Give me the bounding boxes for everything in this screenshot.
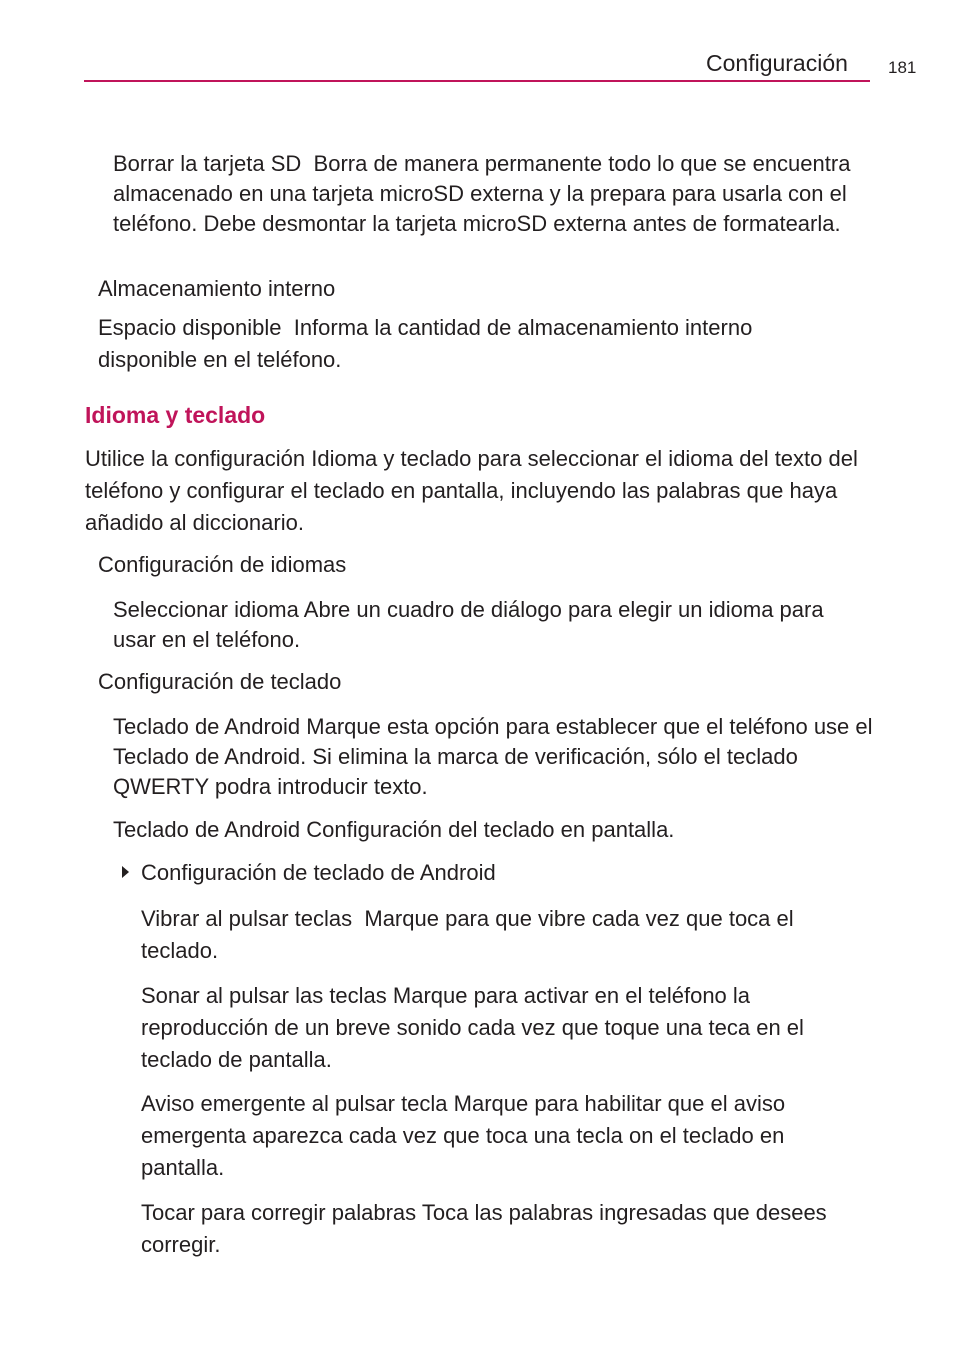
vibrate-keys-paragraph <box>141 903 861 967</box>
tap-to-correct-description: Toca las palabras ingresadas que desees corregir. <box>141 1200 827 1257</box>
key-sound-paragraph <box>141 980 861 1076</box>
select-language-paragraph <box>113 595 853 655</box>
language-section-intro: Utilice la configuración Idioma y teclado para seleccionar el idioma del texto del teléfono y configurar el teclado en pantalla, incluyendo las palabras que haya añadido al diccionario. <box>85 446 858 535</box>
keyboard-settings-heading: Configuración de teclado <box>98 669 342 694</box>
select-language-description: Abre un cuadro de diálogo para elegir un idioma para usar en el teléfono. <box>113 597 824 652</box>
android-keyboard-config-term: Teclado de Android <box>113 817 301 842</box>
tap-to-correct-term: Tocar para corregir palabras <box>141 1200 417 1225</box>
available-space-paragraph <box>98 312 828 376</box>
android-keyboard-term: Teclado de Android <box>113 714 301 739</box>
sd-erase-term: Borrar la tarjeta SD <box>113 151 302 176</box>
key-popup-term: Aviso emergente al pulsar tecla <box>141 1091 448 1116</box>
android-keyboard-config-description: Configuración del teclado en pantalla. <box>306 817 675 842</box>
vibrate-keys-description: Marque para que vibre cada vez que toca el teclado. <box>141 906 794 963</box>
android-keyboard-settings-heading: Configuración de teclado de Android <box>141 860 496 885</box>
available-space-description: Informa la cantidad de almacenamiento interno disponible en el teléfono. <box>98 315 753 372</box>
header-divider <box>84 80 870 82</box>
vibrate-keys-term: Vibrar al pulsar teclas <box>141 906 353 931</box>
sd-erase-description: Borra de manera permanente todo lo que se encuentra almacenado en una tarjeta microSD externa y la prepara para usarla con el teléfono. Debe desmontar la tarjeta microSD externa antes de formatearla. <box>113 151 851 236</box>
triangle-right-icon <box>122 866 129 878</box>
key-popup-description: Marque para habilitar que el aviso emergenta aparezca cada vez que toca una tecla on el teclado en pantalla. <box>141 1091 786 1180</box>
sd-erase-paragraph <box>113 149 873 239</box>
header-title: Configuración <box>706 50 848 76</box>
language-section-heading: Idioma y teclado <box>85 402 266 428</box>
android-keyboard-description: Marque esta opción para establecer que el teléfono use el Teclado de Android. Si elimina la marca de verificación, sólo el teclado QWERTY podra introducir texto. <box>113 714 873 799</box>
language-settings-heading: Configuración de idiomas <box>98 552 347 577</box>
available-space-term: Espacio disponible <box>98 315 282 340</box>
tap-to-correct-paragraph <box>141 1197 861 1261</box>
android-keyboard-config-paragraph <box>113 815 878 845</box>
select-language-term: Seleccionar idioma <box>113 597 299 622</box>
internal-storage-heading: Almacenamiento interno <box>98 276 336 301</box>
key-sound-term: Sonar al pulsar las teclas <box>141 983 387 1008</box>
page-number: 181 <box>888 58 917 77</box>
key-popup-paragraph <box>141 1088 861 1184</box>
key-sound-description: Marque para activar en el teléfono la reproducción de un breve sonido cada vez que toque una teca en el teclado de pantalla. <box>141 983 804 1072</box>
android-keyboard-paragraph <box>113 712 878 802</box>
